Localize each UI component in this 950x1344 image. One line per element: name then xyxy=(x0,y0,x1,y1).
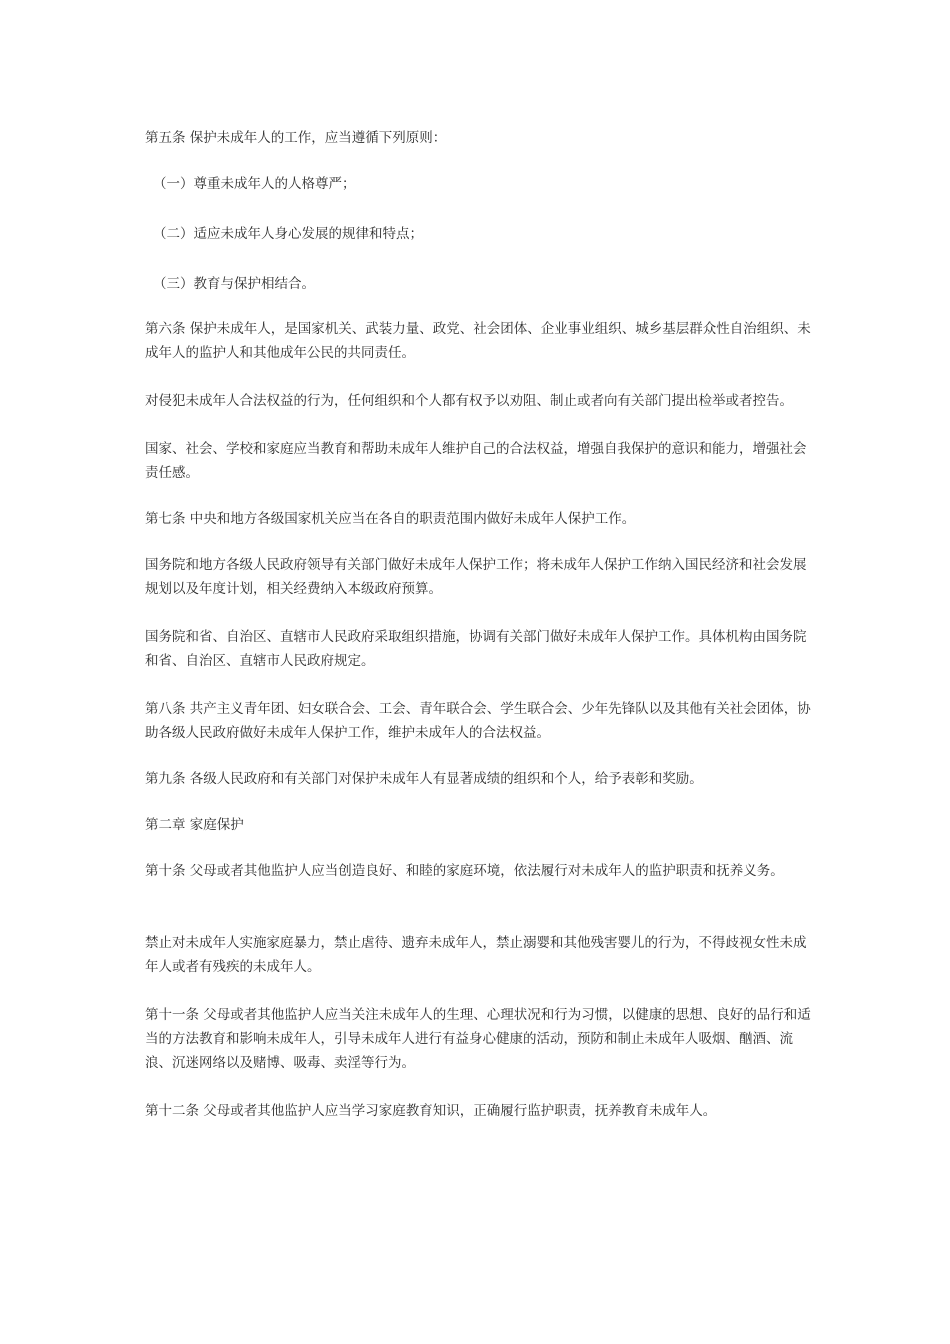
paragraph-article-10-clause-2: 禁止对未成年人实施家庭暴力，禁止虐待、遗弃未成年人，禁止溺婴和其他残害婴儿的行为，不得歧视女性未成年人或者有残疾的未成年人。 xyxy=(145,935,807,975)
document-body xyxy=(145,126,815,1123)
list-item-principle-2: （二）适应未成年人身心发展的规律和特点； xyxy=(153,226,423,242)
paragraph-article-9: 第九条 各级人民政府和有关部门对保护未成年人有显著成绩的组织和个人，给予表彰和奖励。 xyxy=(145,771,703,787)
list-item-principle-1: （一）尊重未成年人的人格尊严； xyxy=(153,176,356,192)
paragraph-article-6-clause-2: 对侵犯未成年人合法权益的行为，任何组织和个人都有权予以劝阻、制止或者向有关部门提出检举或者控告。 xyxy=(145,393,793,409)
paragraph-article-7-clause-3: 国务院和省、自治区、直辖市人民政府采取组织措施，协调有关部门做好未成年人保护工作。具体机构由国务院和省、自治区、直辖市人民政府规定。 xyxy=(145,629,807,669)
chapter-heading-family-protection: 第二章 家庭保护 xyxy=(145,817,244,833)
list-item-principle-3: （三）教育与保护相结合。 xyxy=(153,276,315,292)
paragraph-article-7-clause-2: 国务院和地方各级人民政府领导有关部门做好未成年人保护工作；将未成年人保护工作纳入国民经济和社会发展规划以及年度计划，相关经费纳入本级政府预算。 xyxy=(145,557,807,597)
paragraph-article-6: 第六条 保护未成年人，是国家机关、武装力量、政党、社会团体、企业事业组织、城乡基层群众性自治组织、未成年人的监护人和其他成年公民的共同责任。 xyxy=(145,321,811,361)
paragraph-article-6-clause-3: 国家、社会、学校和家庭应当教育和帮助未成年人维护自己的合法权益，增强自我保护的意识和能力，增强社会责任感。 xyxy=(145,441,807,481)
paragraph-article-12: 第十二条 父母或者其他监护人应当学习家庭教育知识，正确履行监护职责，抚养教育未成年人。 xyxy=(145,1103,717,1119)
paragraph-article-8: 第八条 共产主义青年团、妇女联合会、工会、青年联合会、学生联合会、少年先锋队以及其他有关社会团体，协助各级人民政府做好未成年人保护工作，维护未成年人的合法权益。 xyxy=(145,701,811,741)
paragraph-article-11: 第十一条 父母或者其他监护人应当关注未成年人的生理、心理状况和行为习惯，以健康的思想、良好的品行和适当的方法教育和影响未成年人，引导未成年人进行有益身心健康的活动，预防和制止未成年人吸烟、酗酒、流浪、沉迷网络以及赌博、吸毒、卖淫等行为。 xyxy=(145,1007,811,1071)
paragraph-article-5: 第五条 保护未成年人的工作，应当遵循下列原则： xyxy=(145,130,447,146)
paragraph-article-10: 第十条 父母或者其他监护人应当创造良好、和睦的家庭环境，依法履行对未成年人的监护职责和抚养义务。 xyxy=(145,863,784,879)
paragraph-article-7: 第七条 中央和地方各级国家机关应当在各自的职责范围内做好未成年人保护工作。 xyxy=(145,511,636,527)
